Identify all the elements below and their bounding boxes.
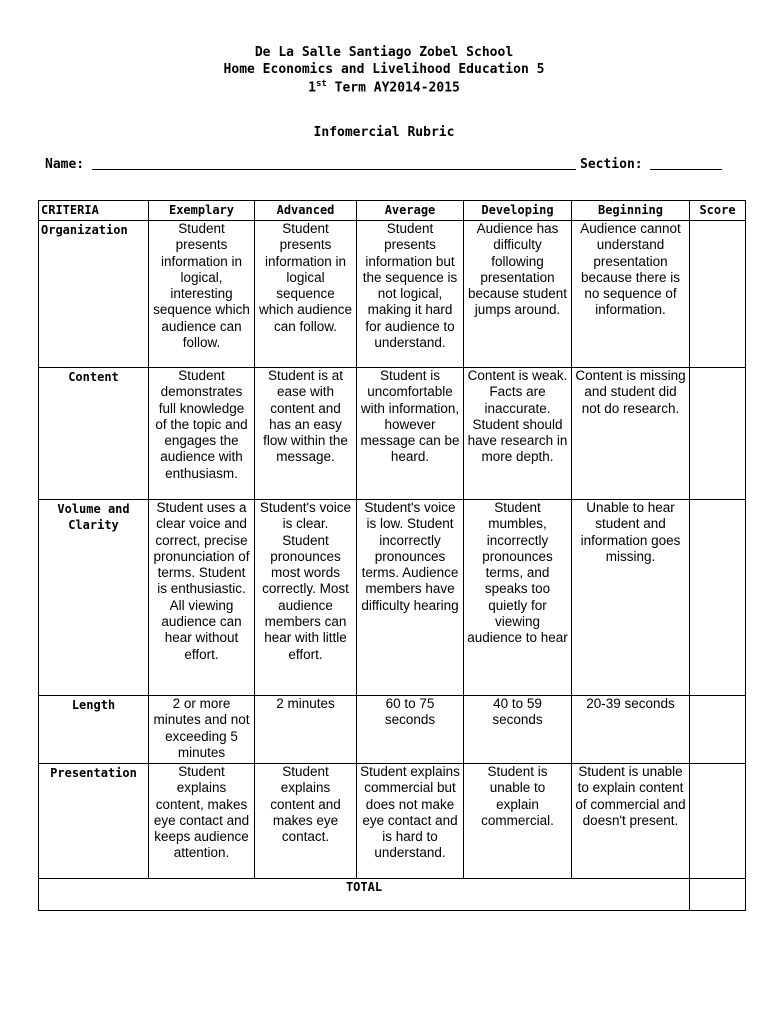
total-row [39,879,746,911]
column-header: Advanced [255,201,357,221]
rubric-cell: Content is missing and student did not do research. [572,368,690,500]
rubric-cell: Student demonstrates full knowledge of the topic and engages the audience with enthusiasm. [149,368,255,500]
score-cell[interactable] [690,221,746,368]
rubric-cell: Audience cannot understand presentation because there is no sequence of information. [572,221,690,368]
score-cell[interactable] [690,764,746,879]
rubric-cell: Student presents information but the sequence is not logical, making it hard for audience to understand. [357,221,464,368]
section-row [580,156,722,172]
rubric-cell: Student mumbles, incorrectly pronounces terms, and speaks too quietly for viewing audience to hear [464,500,572,696]
name-label: Name: [45,157,85,172]
rubric-cell: Student is at ease with content and has an easy flow within the message. [255,368,357,500]
column-header: Developing [464,201,572,221]
total-score-cell[interactable] [690,879,746,911]
rubric-cell: Content is weak. Facts are inaccurate. Student should have research in more depth. [464,368,572,500]
rubric-cell: Student explains content, makes eye contact and keeps audience attention. [149,764,255,879]
table-row [39,500,746,696]
criterion-label: Organization [39,221,149,368]
rubric-cell: 60 to 75 seconds [357,696,464,764]
rubric-cell: Student's voice is clear. Student pronounces most words correctly. Most audience members can hear with little effort. [255,500,357,696]
section-label: Section: [580,157,643,172]
rubric-cell: Student presents information in logical, interesting sequence which audience can follow. [149,221,255,368]
rubric-cell: Student is unable to explain content of commercial and doesn't present. [572,764,690,879]
rubric-cell: Student is uncomfortable with information, however message can be heard. [357,368,464,500]
table-row [39,221,746,368]
criterion-label: Presentation [39,764,149,879]
rubric-cell: Unable to hear student and information goes missing. [572,500,690,696]
rubric-cell: Student uses a clear voice and correct, precise pronunciation of terms. Student is enthusiastic. All viewing audience can hear without effort. [149,500,255,696]
score-cell[interactable] [690,368,746,500]
table-row [39,696,746,764]
table-row [39,764,746,879]
table-row [39,368,746,500]
rubric-cell: Audience has difficulty following presentation because student jumps around. [464,221,572,368]
score-cell[interactable] [690,696,746,764]
criterion-label: Volume and Clarity [39,500,149,696]
column-header: Average [357,201,464,221]
section-field[interactable] [650,156,722,170]
rubric-cell: Student presents information in logical sequence which audience can follow. [255,221,357,368]
criterion-label: Content [39,368,149,500]
rubric-cell: 2 minutes [255,696,357,764]
rubric-title: Infomercial Rubric [313,125,455,140]
course-name: Home Economics and Livelihood Education 5 [223,62,545,77]
column-header: CRITERIA [39,201,149,221]
rubric-cell: 40 to 59 seconds [464,696,572,764]
total-label: TOTAL [39,879,690,911]
rubric-cell: Student's voice is low. Student incorrectly pronounces terms. Audience members have difficulty hearing [357,500,464,696]
table-header-row [39,201,746,221]
term-line [0,79,768,95]
rubric-cell: 20-39 seconds [572,696,690,764]
term-number: 1 [308,80,316,96]
criterion-label: Length [39,696,149,764]
name-field[interactable] [92,156,576,170]
rubric-table [38,200,746,911]
rubric-cell: Student explains commercial but does not make eye contact and is hard to understand. [357,764,464,879]
score-cell[interactable] [690,500,746,696]
rubric-cell: Student is unable to explain commercial. [464,764,572,879]
column-header: Beginning [572,201,690,221]
column-header: Score [690,201,746,221]
column-header: Exemplary [149,201,255,221]
name-row [45,156,576,172]
rubric-cell: 2 or more minutes and not exceeding 5 minutes [149,696,255,764]
term-suffix: st [315,79,327,89]
school-name: De La Salle Santiago Zobel School [254,45,514,60]
term-text: Term AY2014-2015 [326,80,460,96]
rubric-cell: Student explains content and makes eye contact. [255,764,357,879]
